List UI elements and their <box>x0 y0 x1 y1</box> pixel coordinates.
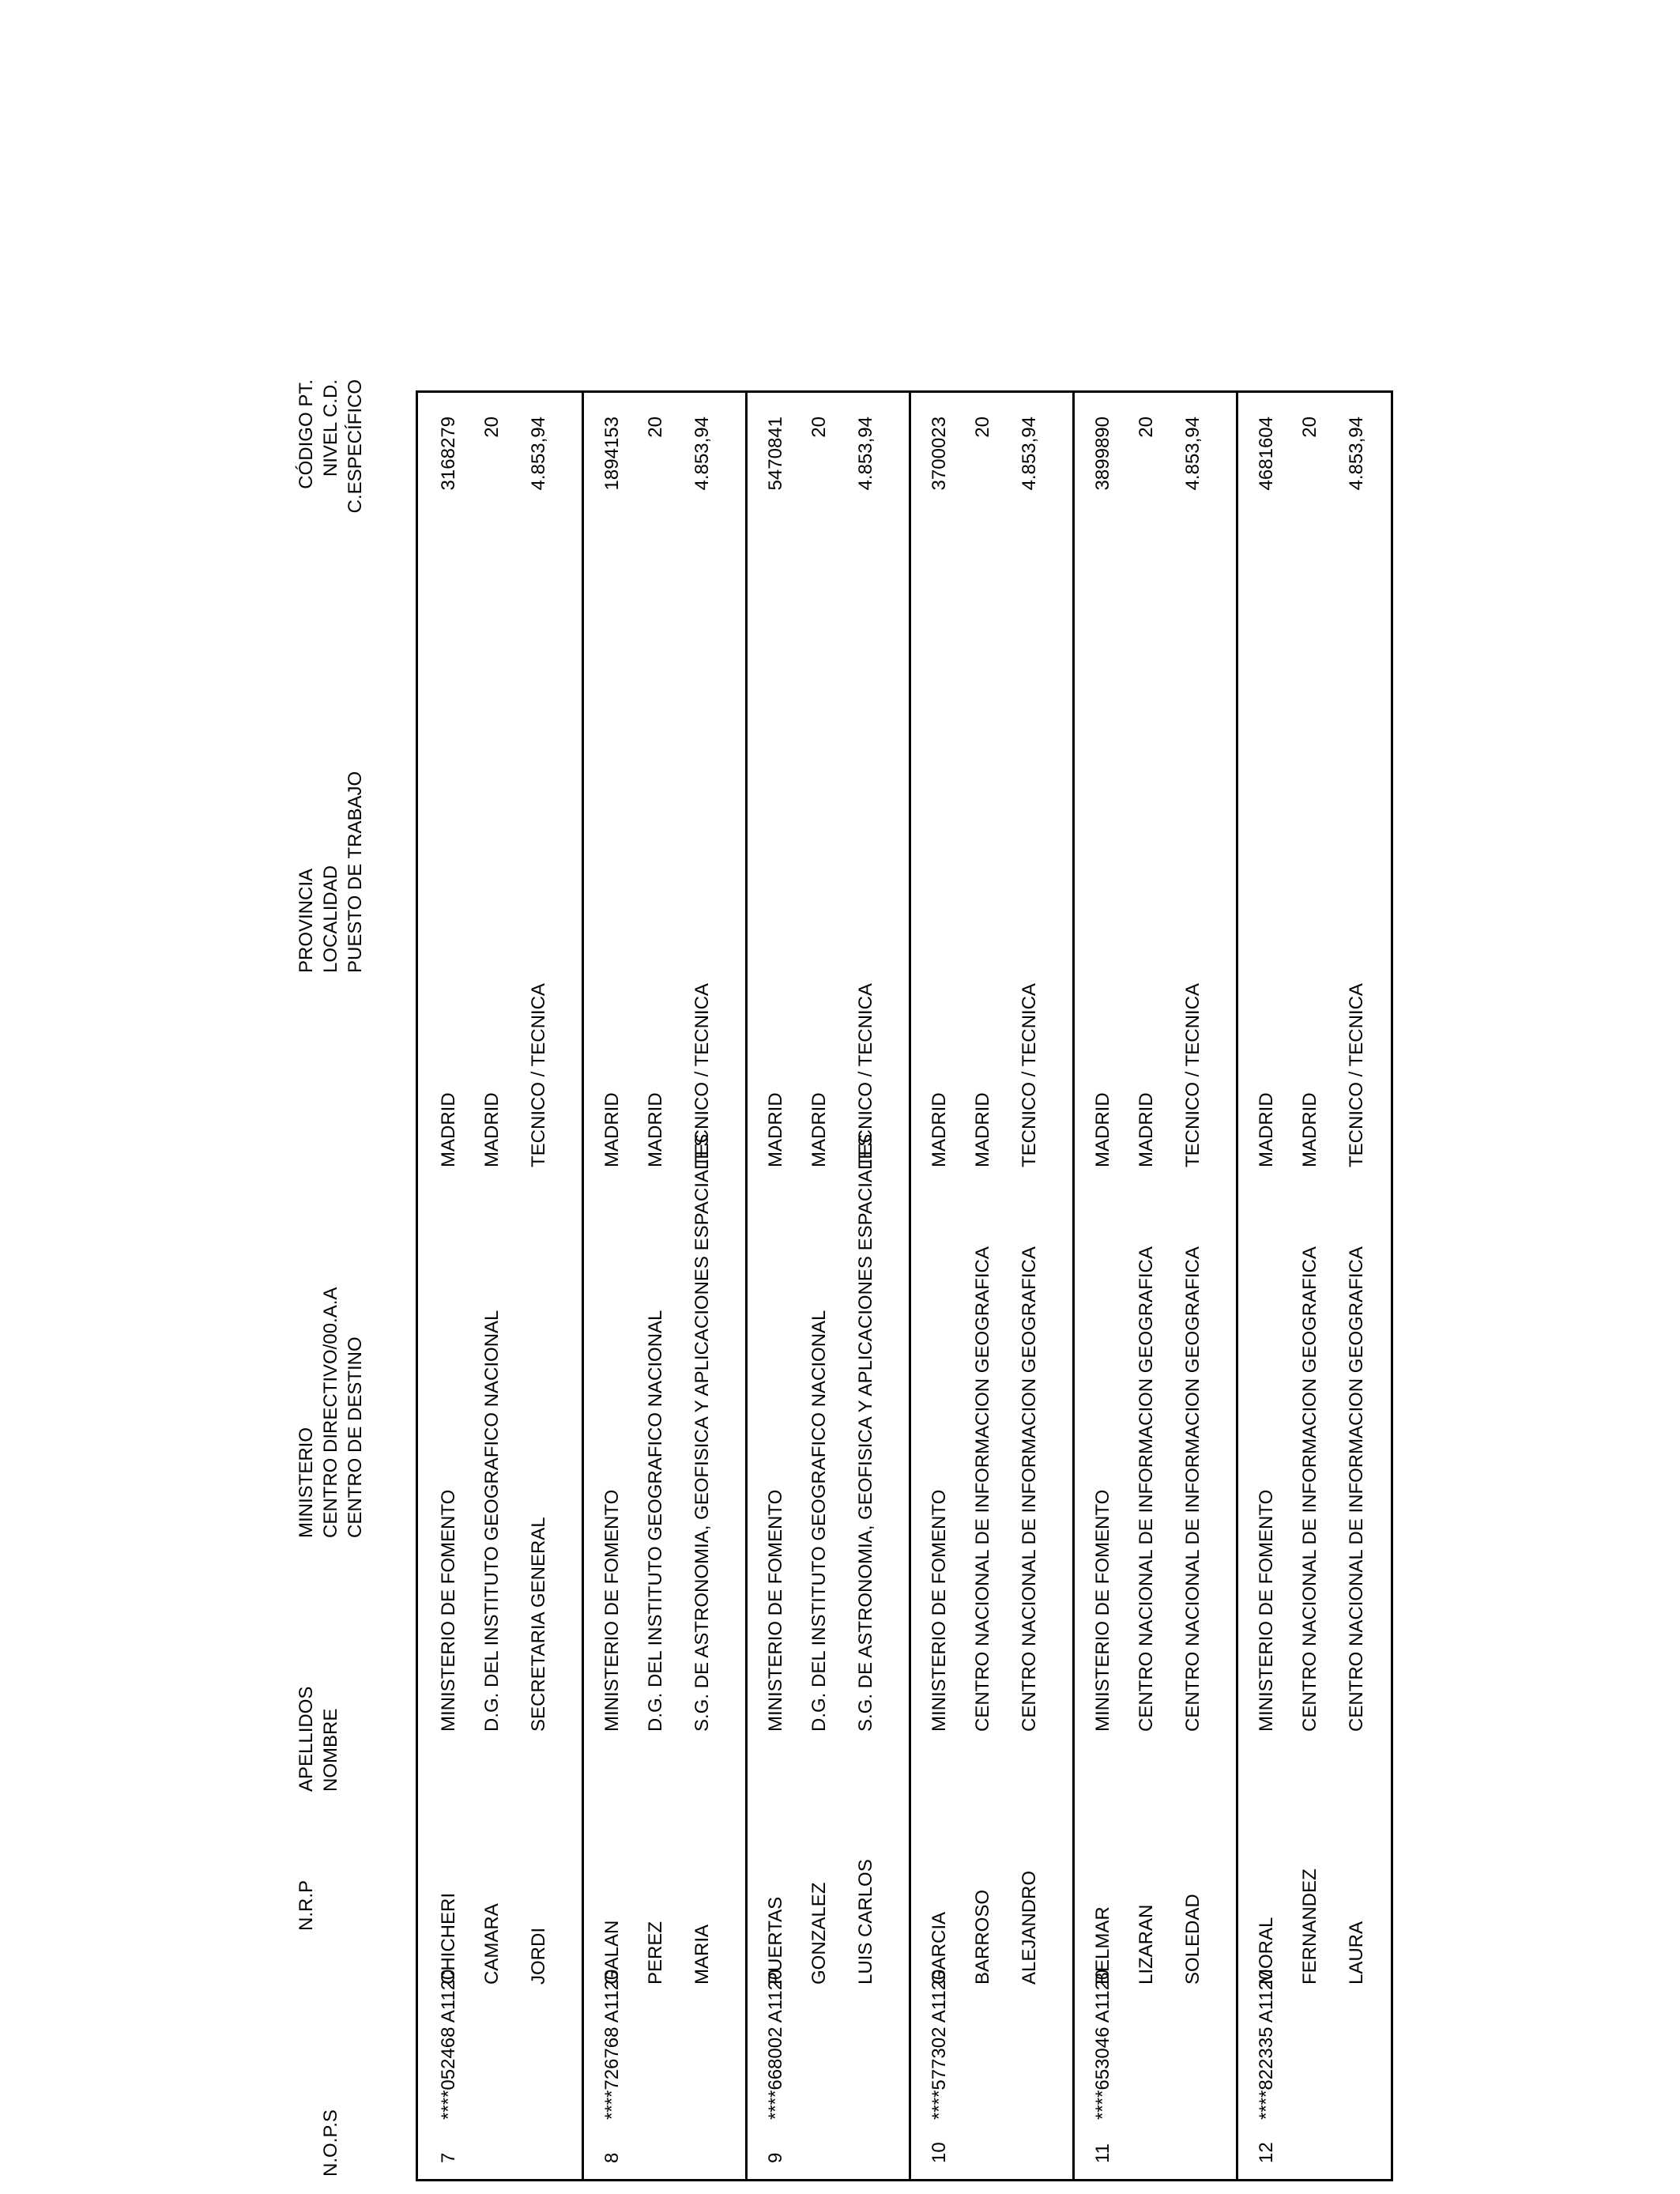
cell-nombre: MARIA <box>691 1924 713 1985</box>
cell-especifico: 4.853,94 <box>528 417 549 491</box>
cell-nombre: ALEJANDRO <box>1019 1870 1040 1985</box>
cell-apellido2: FERNANDEZ <box>1299 1868 1320 1985</box>
cell-apellido1: PUERTAS <box>765 1896 786 1985</box>
header-puesto-label: PUESTO DE TRABAJO <box>345 771 366 973</box>
cell-provincia: MADRID <box>929 1092 950 1167</box>
cell-apellido1: CHICHERI <box>438 1892 459 1985</box>
cell-centro-directivo: D.G. DEL INSTITUTO GEOGRAFICO NACIONAL <box>645 1310 666 1732</box>
header-centro-destino-label: CENTRO DE DESTINO <box>345 1336 366 1538</box>
cell-codigo: 3899890 <box>1092 417 1113 491</box>
cell-localidad: MADRID <box>1136 1092 1157 1167</box>
cell-puesto: TECNICO / TECNICA <box>855 983 876 1167</box>
cell-centro-directivo: D.G. DEL INSTITUTO GEOGRAFICO NACIONAL <box>808 1310 830 1732</box>
cell-provincia: MADRID <box>438 1092 459 1167</box>
cell-especifico: 4.853,94 <box>855 417 876 491</box>
cell-provincia: MADRID <box>765 1092 786 1167</box>
table-row <box>1072 393 1238 2179</box>
header-nombre-label: NOMBRE <box>320 1708 341 1792</box>
cell-nivel: 20 <box>1136 417 1157 438</box>
header-nivel-label: NIVEL C.D. <box>320 379 341 477</box>
cell-provincia: MADRID <box>1256 1092 1277 1167</box>
cell-nrp: ****577302 A1120 <box>929 1969 950 2120</box>
cell-localidad: MADRID <box>645 1092 666 1167</box>
cell-apellido2: BARROSO <box>972 1889 993 1985</box>
header-localidad-label: LOCALIDAD <box>320 865 341 973</box>
cell-centro-destino: CENTRO NACIONAL DE INFORMACION GEOGRAFICA <box>1182 1246 1203 1732</box>
header-nops <box>318 2109 343 2177</box>
cell-centro-directivo: D.G. DEL INSTITUTO GEOGRAFICO NACIONAL <box>481 1310 503 1732</box>
table-row <box>418 393 584 2179</box>
cell-apellido1: MORAL <box>1256 1917 1277 1985</box>
cell-centro-destino: SECRETARIA GENERAL <box>528 1517 549 1732</box>
table-row <box>582 393 748 2179</box>
results-table <box>416 390 1393 2181</box>
table-row <box>745 393 911 2179</box>
cell-apellido2: PEREZ <box>645 1921 666 1985</box>
cell-nombre: LUIS CARLOS <box>855 1859 876 1985</box>
cell-ministerio: MINISTERIO DE FOMENTO <box>601 1489 623 1732</box>
cell-puesto: TECNICO / TECNICA <box>528 983 549 1167</box>
cell-puesto: TECNICO / TECNICA <box>1182 983 1203 1167</box>
header-nops-label: N.O.P.S <box>320 2109 341 2177</box>
cell-nops: 12 <box>1256 2142 1277 2163</box>
cell-nivel: 20 <box>808 417 830 438</box>
header-ministerio-label: MINISTERIO <box>296 1427 317 1538</box>
cell-codigo: 3168279 <box>438 417 459 491</box>
cell-ministerio: MINISTERIO DE FOMENTO <box>929 1489 950 1732</box>
cell-apellido2: CAMARA <box>481 1903 503 1985</box>
cell-especifico: 4.853,94 <box>1182 417 1203 491</box>
header-provincia <box>294 771 367 973</box>
cell-apellido1: GALAN <box>601 1920 623 1985</box>
cell-nombre: SOLEDAD <box>1182 1894 1203 1985</box>
cell-nrp: ****668002 A1120 <box>765 1969 786 2120</box>
cell-codigo: 5470841 <box>765 417 786 491</box>
header-apellidos-label: APELLIDOS <box>296 1686 317 1792</box>
header-especifico-label: C.ESPECÍFICO <box>345 379 366 514</box>
cell-localidad: MADRID <box>808 1092 830 1167</box>
cell-nrp: ****822335 A1120 <box>1256 1969 1277 2120</box>
cell-centro-directivo: CENTRO NACIONAL DE INFORMACION GEOGRAFICA <box>972 1246 993 1732</box>
cell-apellido2: LIZARAN <box>1136 1904 1157 1985</box>
header-codigo <box>294 379 367 582</box>
cell-localidad: MADRID <box>481 1092 503 1167</box>
header-apellidos-nombre <box>294 1687 343 1792</box>
cell-ministerio: MINISTERIO DE FOMENTO <box>765 1489 786 1732</box>
cell-ministerio: MINISTERIO DE FOMENTO <box>438 1489 459 1732</box>
cell-ministerio: MINISTERIO DE FOMENTO <box>1092 1489 1113 1732</box>
header-nrp-label: N.R.P <box>296 1879 317 1931</box>
header-nrp <box>294 1880 318 1931</box>
cell-localidad: MADRID <box>972 1092 993 1167</box>
cell-especifico: 4.853,94 <box>691 417 713 491</box>
cell-nrp: ****052468 A1120 <box>438 1969 459 2120</box>
cell-centro-destino: S.G. DE ASTRONOMIA, GEOFISICA Y APLICACIONES ESPACIALES <box>855 1133 876 1732</box>
cell-localidad: MADRID <box>1299 1092 1320 1167</box>
cell-nrp: ****726768 A1120 <box>601 1969 623 2120</box>
header-ministerio <box>294 1287 367 1538</box>
cell-ministerio: MINISTERIO DE FOMENTO <box>1256 1489 1277 1732</box>
cell-nombre: LAURA <box>1346 1921 1367 1985</box>
cell-centro-directivo: CENTRO NACIONAL DE INFORMACION GEOGRAFICA <box>1136 1246 1157 1732</box>
cell-apellido1: GARCIA <box>929 1911 950 1985</box>
cell-provincia: MADRID <box>601 1092 623 1167</box>
cell-nrp: ****653046 A1120 <box>1092 1969 1113 2120</box>
cell-apellido1: BELMAR <box>1092 1906 1113 1985</box>
cell-centro-destino: CENTRO NACIONAL DE INFORMACION GEOGRAFICA <box>1346 1246 1367 1732</box>
cell-especifico: 4.853,94 <box>1019 417 1040 491</box>
table-row <box>909 393 1075 2179</box>
cell-codigo: 4681604 <box>1256 417 1277 491</box>
table-rows <box>418 393 1391 2179</box>
table-row <box>1236 393 1399 2179</box>
cell-apellido2: GONZALEZ <box>808 1882 830 1985</box>
cell-provincia: MADRID <box>1092 1092 1113 1167</box>
cell-puesto: TECNICO / TECNICA <box>1346 983 1367 1167</box>
cell-nops: 11 <box>1092 2143 1113 2163</box>
cell-nops: 8 <box>601 2152 623 2163</box>
header-codigo-label: CÓDIGO PT. <box>296 379 317 489</box>
cell-puesto: TECNICO / TECNICA <box>1019 983 1040 1167</box>
cell-nops: 7 <box>438 2152 459 2163</box>
cell-codigo: 1894153 <box>601 417 623 491</box>
cell-nombre: JORDI <box>528 1928 549 1985</box>
cell-centro-destino: CENTRO NACIONAL DE INFORMACION GEOGRAFICA <box>1019 1246 1040 1732</box>
header-provincia-label: PROVINCIA <box>296 868 317 973</box>
cell-especifico: 4.853,94 <box>1346 417 1367 491</box>
cell-nivel: 20 <box>481 417 503 438</box>
cell-centro-directivo: CENTRO NACIONAL DE INFORMACION GEOGRAFICA <box>1299 1246 1320 1732</box>
cell-codigo: 3700023 <box>929 417 950 491</box>
cell-centro-destino: S.G. DE ASTRONOMIA, GEOFISICA Y APLICACIONES ESPACIALES <box>691 1133 713 1732</box>
cell-nivel: 20 <box>972 417 993 438</box>
cell-nops: 9 <box>765 2152 786 2163</box>
header-centro-directivo-label: CENTRO DIRECTIVO/00.A.A <box>320 1287 341 1538</box>
cell-nivel: 20 <box>1299 417 1320 438</box>
cell-puesto: TECNICO / TECNICA <box>691 983 713 1167</box>
cell-nops: 10 <box>929 2142 950 2163</box>
cell-nivel: 20 <box>645 417 666 438</box>
